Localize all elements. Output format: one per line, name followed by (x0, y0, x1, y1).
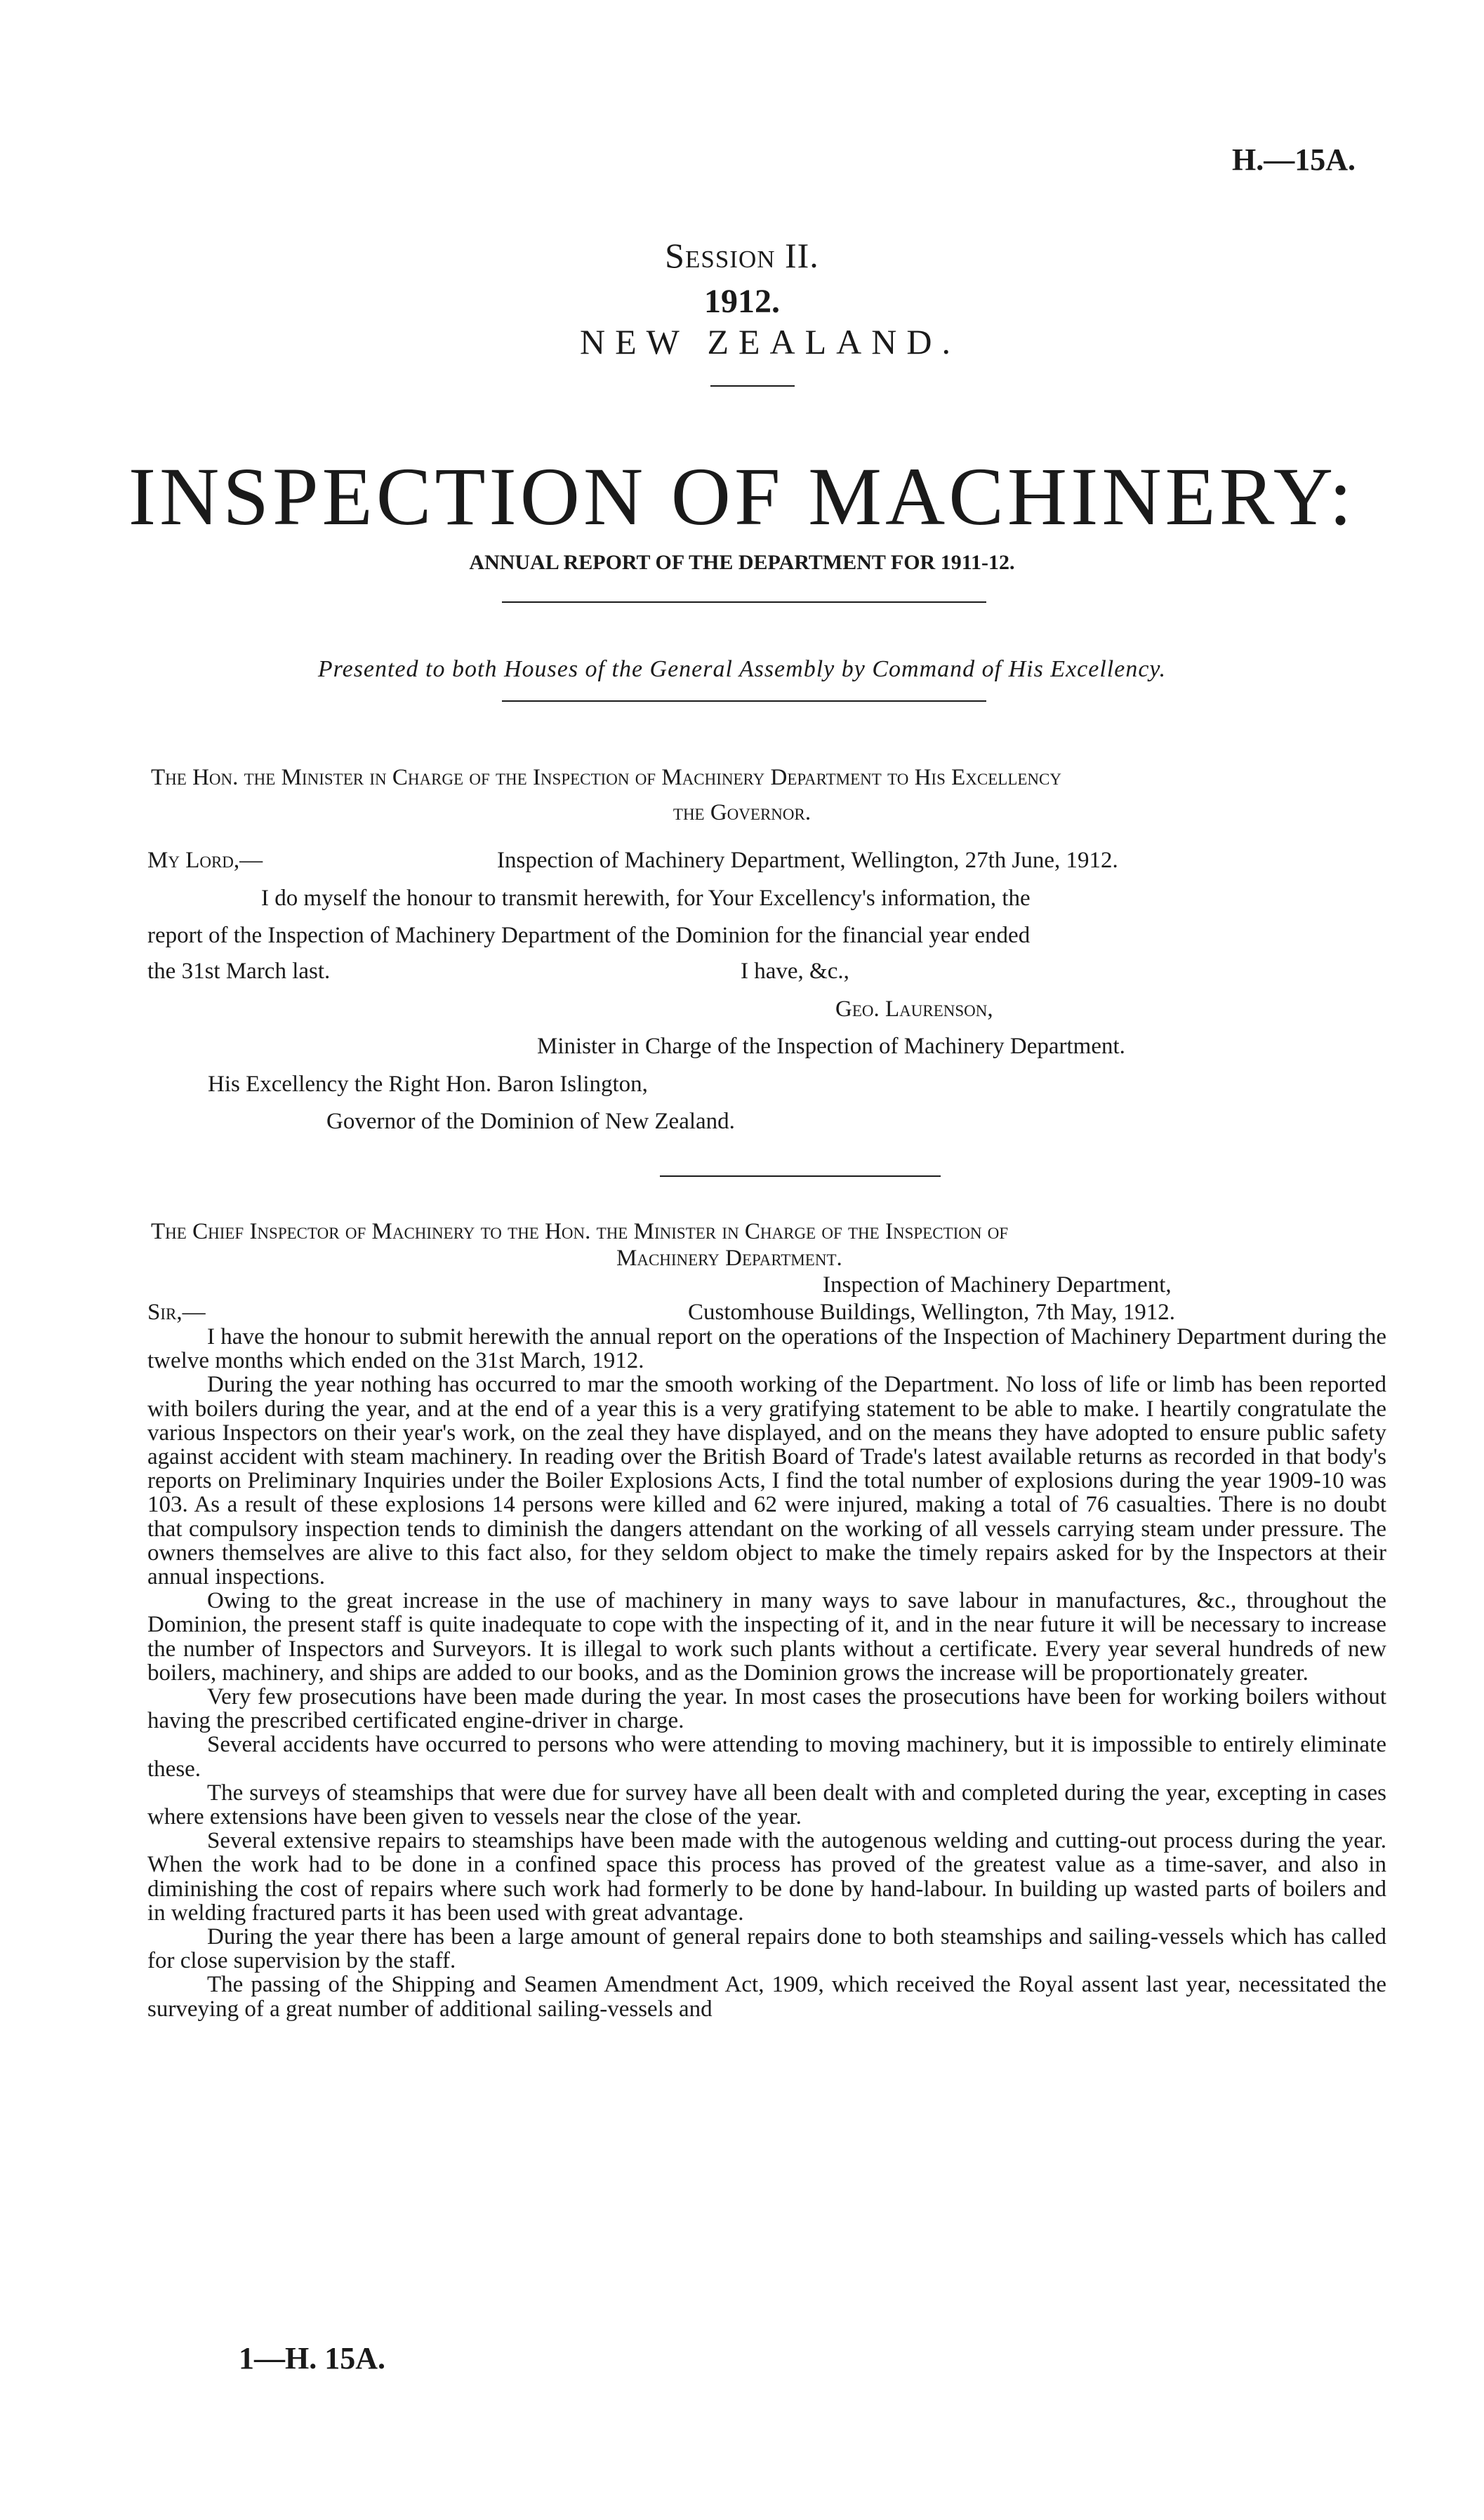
letter1-closing: I have, &c., (741, 959, 849, 984)
letter1-body-line: the 31st March last. (147, 959, 331, 984)
divider (710, 385, 795, 387)
sheet-reference: 1—H. 15A. (239, 2341, 385, 2375)
report-paragraph: Several accidents have occurred to persons who were attending to moving machinery, but it is impossible to entirely eliminate these. (147, 1732, 1386, 1782)
session-label: Session II. (665, 236, 819, 275)
report-paragraph: The passing of the Shipping and Seamen Amendment Act, 1909, which received the Royal assent last year, necessitated the surveying of a great number of additional sailing-vessels and (147, 1972, 1386, 2022)
report-paragraph: Owing to the great increase in the use of machinery in many ways to save labour in manufactures, &c., throughout the Dominion, the present staff is quite inadequate to cope with the inspecting of it, and in the near future it will be necessary to increase the number of Inspectors and Surveyors. It is illegal to work such plants without a certificate. Every year several hundreds of new boilers, machinery, and ships are added to our books, and as the Dominion grows the increase will be proportionately greater. (147, 1588, 1386, 1686)
divider (502, 700, 986, 702)
letter2-heading-line1: The Chief Inspector of Machinery to the Hon. the Minister in Charge of the Inspection of (151, 1219, 1009, 1244)
letter2-address-line: Customhouse Buildings, Wellington, 7th May, 1912. (688, 1300, 1176, 1325)
year-label: 1912. (704, 283, 780, 320)
presented-line: Presented to both Houses of the General Assembly by Command of His Excellency. (317, 656, 1167, 682)
paper-reference: H.—15A. (1232, 142, 1356, 177)
report-body (147, 1325, 1386, 2021)
divider (502, 601, 986, 603)
letter1-heading-line2: the Governor. (673, 800, 811, 825)
letter1-body-line: report of the Inspection of Machinery Department of the Dominion for the financial year ended (147, 923, 1031, 948)
report-paragraph: The surveys of steamships that were due for survey have all been dealt with and completed during the year, excepting in cases where extensions have been given to vessels near the close of the year. (147, 1780, 1386, 1830)
report-paragraph: During the year there has been a large amount of general repairs done to both steamships and sailing-vessels which has called for close supervision by the staff. (147, 1924, 1386, 1974)
report-paragraph: Several extensive repairs to steamships have been made with the autogenous welding and cutting-out process during the year. When the work had to be done in a confined space this process has proved of the greatest value as a time-saver, and also in diminishing the cost of repairs where such work had formerly to be done by hand-labour. In building up wasted parts of boilers and in welding fractured parts it has been used with great advantage. (147, 1828, 1386, 1926)
letter1-signature-title: Minister in Charge of the Inspection of Machinery Department. (537, 1034, 1125, 1059)
letter2-address-line: Inspection of Machinery Department, (823, 1272, 1172, 1298)
letter1-addressee: Governor of the Dominion of New Zealand. (326, 1109, 735, 1134)
document-subtitle: ANNUAL REPORT OF THE DEPARTMENT FOR 1911-12. (469, 551, 1015, 574)
letter1-salutation: My Lord,— (147, 848, 263, 873)
letter2-salutation: Sir,— (147, 1300, 206, 1325)
letter1-heading-line1: The Hon. the Minister in Charge of the Inspection of Machinery Department to His Excellency (151, 765, 1061, 790)
country-label: NEW ZEALAND. (580, 322, 960, 361)
letter1-addressee: His Excellency the Right Hon. Baron Islington, (208, 1072, 648, 1097)
letter1-body-line: I do myself the honour to transmit herewith, for Your Excellency's information, the (261, 886, 1031, 911)
document-title: INSPECTION OF MACHINERY: (128, 451, 1356, 542)
divider (660, 1175, 941, 1177)
letter1-dateline: Inspection of Machinery Department, Wellington, 27th June, 1912. (497, 848, 1118, 873)
letter1-signature: Geo. Laurenson, (835, 996, 993, 1022)
report-paragraph: During the year nothing has occurred to mar the smooth working of the Department. No loss of life or limb has been reported with boilers during the year, and at the end of a year this is a very gratifying statement to be able to make. I heartily congratulate the various Inspectors on their year's work, on the zeal they have displayed, and on the means they have adopted to ensure public safety against accident with steam machinery. In reading over the British Board of Trade's latest available returns as recorded in that body's reports on Preliminary Inquiries under the Boiler Explosions Acts, I find the total number of explosions during the year 1909-10 was 103. As a result of these explosions 14 persons were killed and 62 were injured, making a total of 76 casualties. There is no doubt that compulsory inspection tends to diminish the dangers attendant on the working of all vessels carrying steam under pressure. The owners themselves are alive to this fact also, for they seldom object to make the timely repairs asked for by the Inspectors at their annual inspections. (147, 1372, 1386, 1590)
report-paragraph: Very few prosecutions have been made during the year. In most cases the prosecutions have been for working boilers without having the prescribed certificated engine-driver in charge. (147, 1684, 1386, 1734)
letter2-heading-line2: Machinery Department. (616, 1246, 842, 1271)
report-paragraph: I have the honour to submit herewith the annual report on the operations of the Inspection of Machinery Department during the twelve months which ended on the 31st March, 1912. (147, 1324, 1386, 1374)
